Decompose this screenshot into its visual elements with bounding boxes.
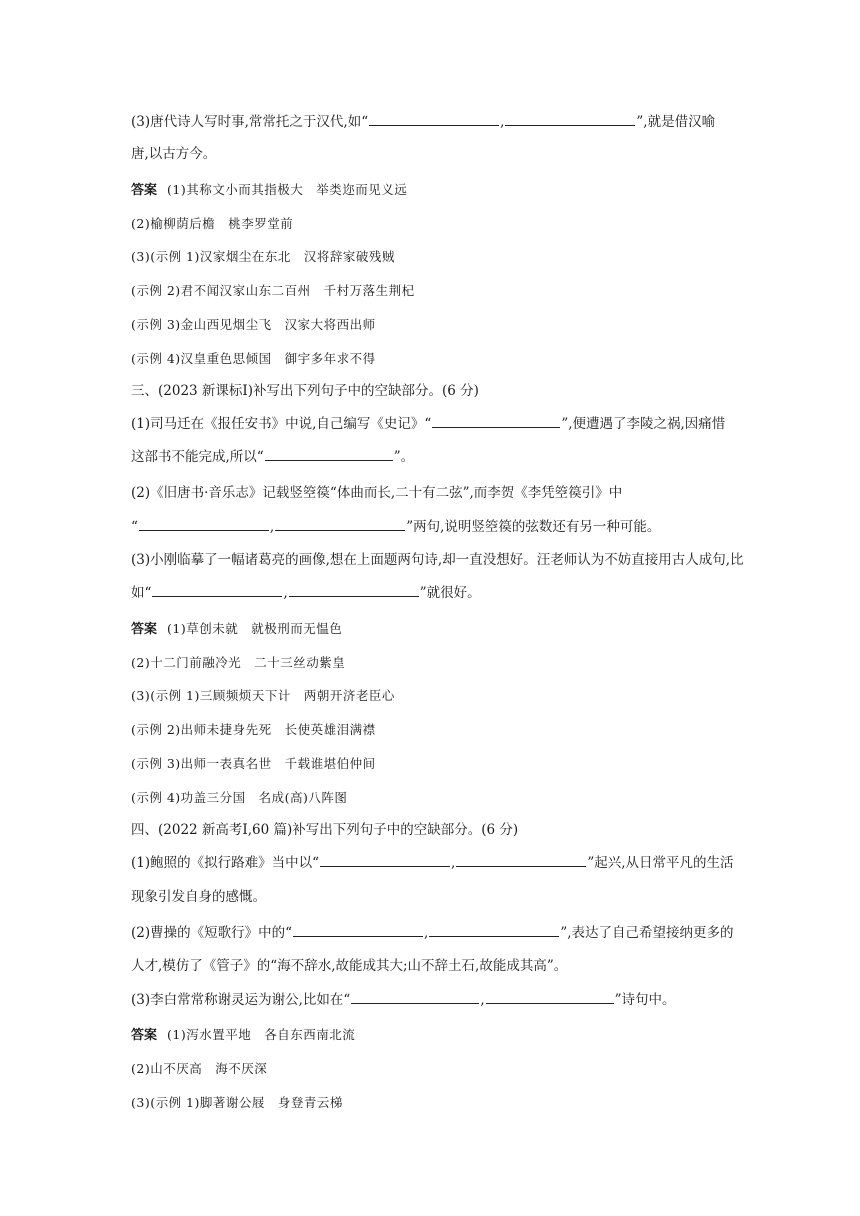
answer-block-3-line-5: (示例 3)出师一表真名世 千载谁堪伯仲间 [131, 756, 376, 771]
answer-blank [289, 584, 419, 597]
answer-label: 答案 [131, 183, 158, 198]
answer-block-3-line-6: (示例 4)功盖三分国 名成(高)八阵图 [131, 790, 348, 805]
answer-blank [456, 854, 586, 867]
answer-blank [139, 518, 269, 531]
answer-blank [486, 991, 614, 1004]
sec3-q1-line-2: 这部书不能完成,所以“ ”。 [131, 449, 415, 465]
answer-block-4-line-1: 答案 (1)泻水置平地 各自东西南北流 [131, 1027, 356, 1043]
sec4-q2-line-2: 人才,模仿了《管子》的“海不辞水,故能成其大;山不辞土石,故能成其高”。 [131, 958, 568, 974]
answer-block-4-line-2: (2)山不厌高 海不厌深 [131, 1061, 268, 1076]
answer-block-3-line-4: (示例 2)出师未捷身先死 长使英雄泪满襟 [131, 722, 376, 737]
section-3-heading: 三、(2023 新课标Ⅰ)补写出下列句子中的空缺部分。(6 分) [131, 383, 479, 399]
answer-block-2-line-1: 答案 (1)其称文小而其指极大 举类迩而见义远 [131, 182, 408, 198]
answer-block-3-line-2: (2)十二门前融冷光 二十三丝动紫皇 [131, 655, 346, 670]
answer-block-2-line-6: (示例 4)汉皇重色思倾国 御宇多年求不得 [131, 351, 376, 366]
sec3-q2-line-2: “ , ”两句,说明竖箜篌的弦数还有另一种可能。 [131, 519, 661, 535]
sec3-q2-line-1: (2)《旧唐书·音乐志》记载竖箜篌“体曲而长,二十有二弦”,而李贺《李凭箜篌引》中 [131, 485, 623, 501]
sec4-q3-line-1: (3)李白常常称谢灵运为谢公,比如在“ , ”诗句中。 [131, 992, 676, 1008]
answer-blank [152, 584, 282, 597]
sec3-q3-line-2: 如“ , ”就很好。 [131, 585, 481, 601]
answer-blank [429, 924, 559, 937]
answer-blank [265, 448, 393, 461]
answer-block-4-line-3: (3)(示例 1)脚著谢公屐 身登青云梯 [131, 1095, 343, 1110]
answer-blank [293, 924, 423, 937]
sec3-q1-line-1: (1)司马迁在《报任安书》中说,自己编写《史记》“ ”,便遭遇了李陵之祸,因痛惜 [131, 416, 726, 432]
question-3-line-1: (3)唐代诗人写时事,常常托之于汉代,如“ , ”,就是借汉喻 [131, 114, 716, 130]
answer-blank [369, 113, 499, 126]
answer-blank [351, 991, 479, 1004]
answer-blank [275, 518, 405, 531]
sec4-q1-line-1: (1)鲍照的《拟行路难》当中以“ , ”起兴,从日常平凡的生活 [131, 855, 734, 871]
answer-label: 答案 [131, 1028, 158, 1043]
answer-blank [505, 113, 635, 126]
answer-blank [432, 415, 560, 428]
answer-label: 答案 [131, 622, 158, 637]
sec3-q3-line-1: (3)小刚临摹了一幅诸葛亮的画像,想在上面题两句诗,却一直没想好。汪老师认为不妨直接用古人成句,比 [131, 552, 744, 568]
answer-block-3-line-3: (3)(示例 1)三顾频烦天下计 两朝开济老臣心 [131, 688, 395, 703]
answer-block-2-line-3: (3)(示例 1)汉家烟尘在东北 汉将辞家破残贼 [131, 249, 395, 264]
question-3-line-2: 唐,以古方今。 [131, 146, 217, 162]
section-4-heading: 四、(2022 新高考Ⅰ,60 篇)补写出下列句子中的空缺部分。(6 分) [131, 822, 519, 838]
answer-block-3-line-1: 答案 (1)草创未就 就极刑而无愠色 [131, 621, 343, 637]
sec4-q1-line-2: 现象引发自身的感慨。 [131, 889, 266, 905]
answer-blank [320, 854, 450, 867]
sec4-q2-line-1: (2)曹操的《短歌行》中的“ , ”,表达了自己希望接纳更多的 [131, 925, 734, 941]
answer-block-2-line-4: (示例 2)君不闻汉家山东二百州 千村万落生荆杞 [131, 283, 415, 298]
answer-block-2-line-2: (2)榆柳荫后檐 桃李罗堂前 [131, 216, 294, 231]
answer-block-2-line-5: (示例 3)金山西见烟尘飞 汉家大将西出师 [131, 317, 376, 332]
